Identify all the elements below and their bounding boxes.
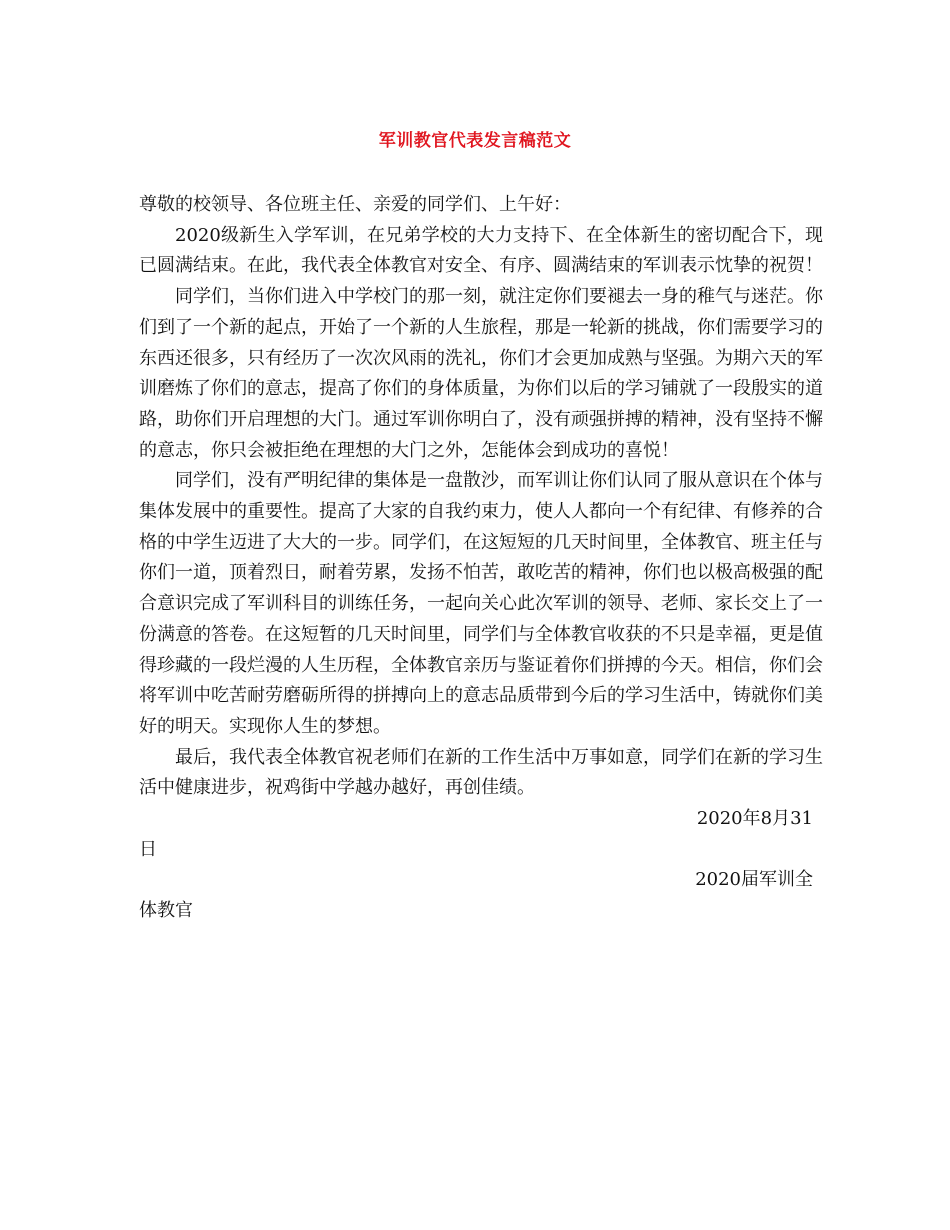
date-line: 2020年8月31 [696, 808, 813, 830]
date-line-continued: 日 [139, 838, 157, 860]
greeting: 尊敬的校领导、各位班主任、亲爱的同学们、上午好： [139, 194, 571, 215]
document-title: 军训教官代表发言稿范文 [378, 131, 572, 151]
paragraph-2: 同学们，当你们进入中学校门的那一刻，就注定你们要褪去一身的稚气与迷茫。你们到了一个新的起点，开始了一个新的人生旅程，那是一轮新的挑战，你们需要学习的东西还很多，只有经历了一次次风雨的洗礼，你们才会更加成熟与坚强。为期六天的军训磨炼了你们的意志，提高了你们的身体质量，为你们以后的学习铺就了一段殷实的道路，助你们开启理想的大门。通过军训你明白了，没有顽强拼搏的精神，没有坚持不懈的意志，你只会被拒绝在理想的大门之外，怎能体会到成功的喜悦！ [139, 286, 823, 461]
paragraph-3: 同学们，没有严明纪律的集体是一盘散沙，而军训让你们认同了服从意识在个体与集体发展中的重要性。提高了大家的自我约束力，使人人都向一个有纪律、有修养的合格的中学生迈进了大大的一步。同学们，在这短短的几天时间里，全体教官、班主任与你们一道，顶着烈日，耐着劳累，发扬不怕苦，敢吃苦的精神，你们也以极高极强的配合意识完成了军训科目的训练任务，一起向关心此次军训的领导、老师、家长交上了一份满意的答卷。在这短暂的几天时间里，同学们与全体教官收获的不只是幸福，更是值得珍藏的一段烂漫的人生历程，全体教官亲历与鉴证着你们拼搏的今天。相信，你们会将军训中吃苦耐劳磨砺所得的拼搏向上的意志品质带到今后的学习生活中，铸就你们美好的明天。实现你人生的梦想。 [139, 470, 823, 737]
document-body [139, 190, 823, 927]
signature-line-continued: 体教官 [139, 900, 193, 922]
paragraph-4: 最后，我代表全体教官祝老师们在新的工作生活中万事如意，同学们在新的学习生活中健康进步，祝鸡街中学越办越好，再创佳绩。 [139, 746, 823, 799]
signature-line: 2020届军训全 [695, 869, 813, 891]
paragraph-1: 2020级新生入学军训，在兄弟学校的大力支持下、在全体新生的密切配合下，现已圆满结束。在此，我代表全体教官对安全、有序、圆满结束的军训表示忱挚的祝贺！ [139, 224, 823, 277]
